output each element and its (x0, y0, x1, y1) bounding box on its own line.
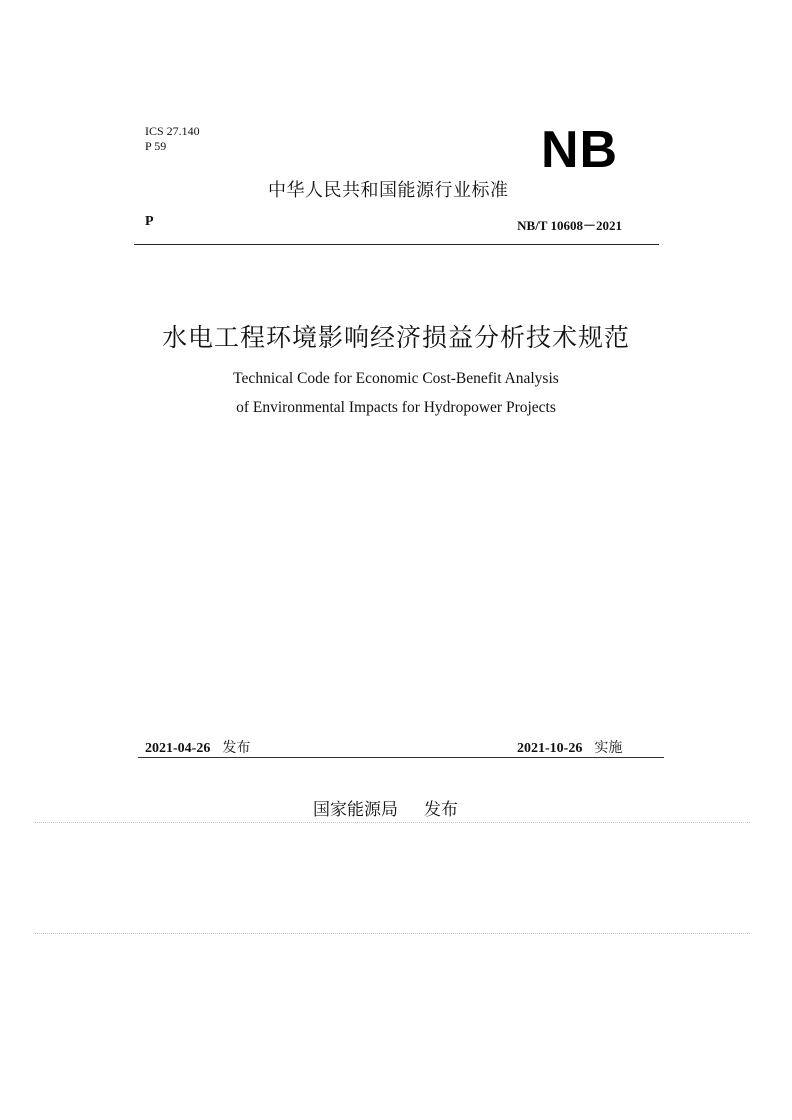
issue-date: 2021-04-26 (145, 741, 211, 756)
implement-label: 实施 (594, 740, 623, 756)
implement-date: 2021-10-26 (517, 741, 583, 756)
issuer-action: 发布 (424, 800, 458, 820)
implement-date-block (517, 737, 622, 757)
industry-standard-title: 中华人民共和国能源行业标准 (268, 180, 509, 201)
standard-number: NB/T 10608－2021 (517, 218, 622, 233)
nb-logo: NB (541, 121, 619, 179)
ics-code: ICS 27.140 (145, 124, 200, 138)
dotted-divider (35, 933, 750, 934)
issue-label: 发布 (222, 740, 251, 756)
issuer-line (313, 795, 458, 820)
document-title-english-line1: Technical Code for Economic Cost-Benefit Analysis (233, 370, 559, 387)
header-divider (134, 244, 659, 245)
ics-block (145, 124, 200, 154)
classification-letter: P (145, 214, 154, 229)
issuer-name: 国家能源局 (313, 800, 398, 820)
issue-date-block (145, 737, 250, 757)
document-title-english-line2: of Environmental Impacts for Hydropower Projects (236, 399, 556, 416)
date-divider (138, 757, 664, 758)
dotted-divider (35, 822, 750, 823)
document-title-chinese: 水电工程环境影响经济损益分析技术规范 (161, 323, 630, 352)
category-code: P 59 (145, 139, 167, 153)
